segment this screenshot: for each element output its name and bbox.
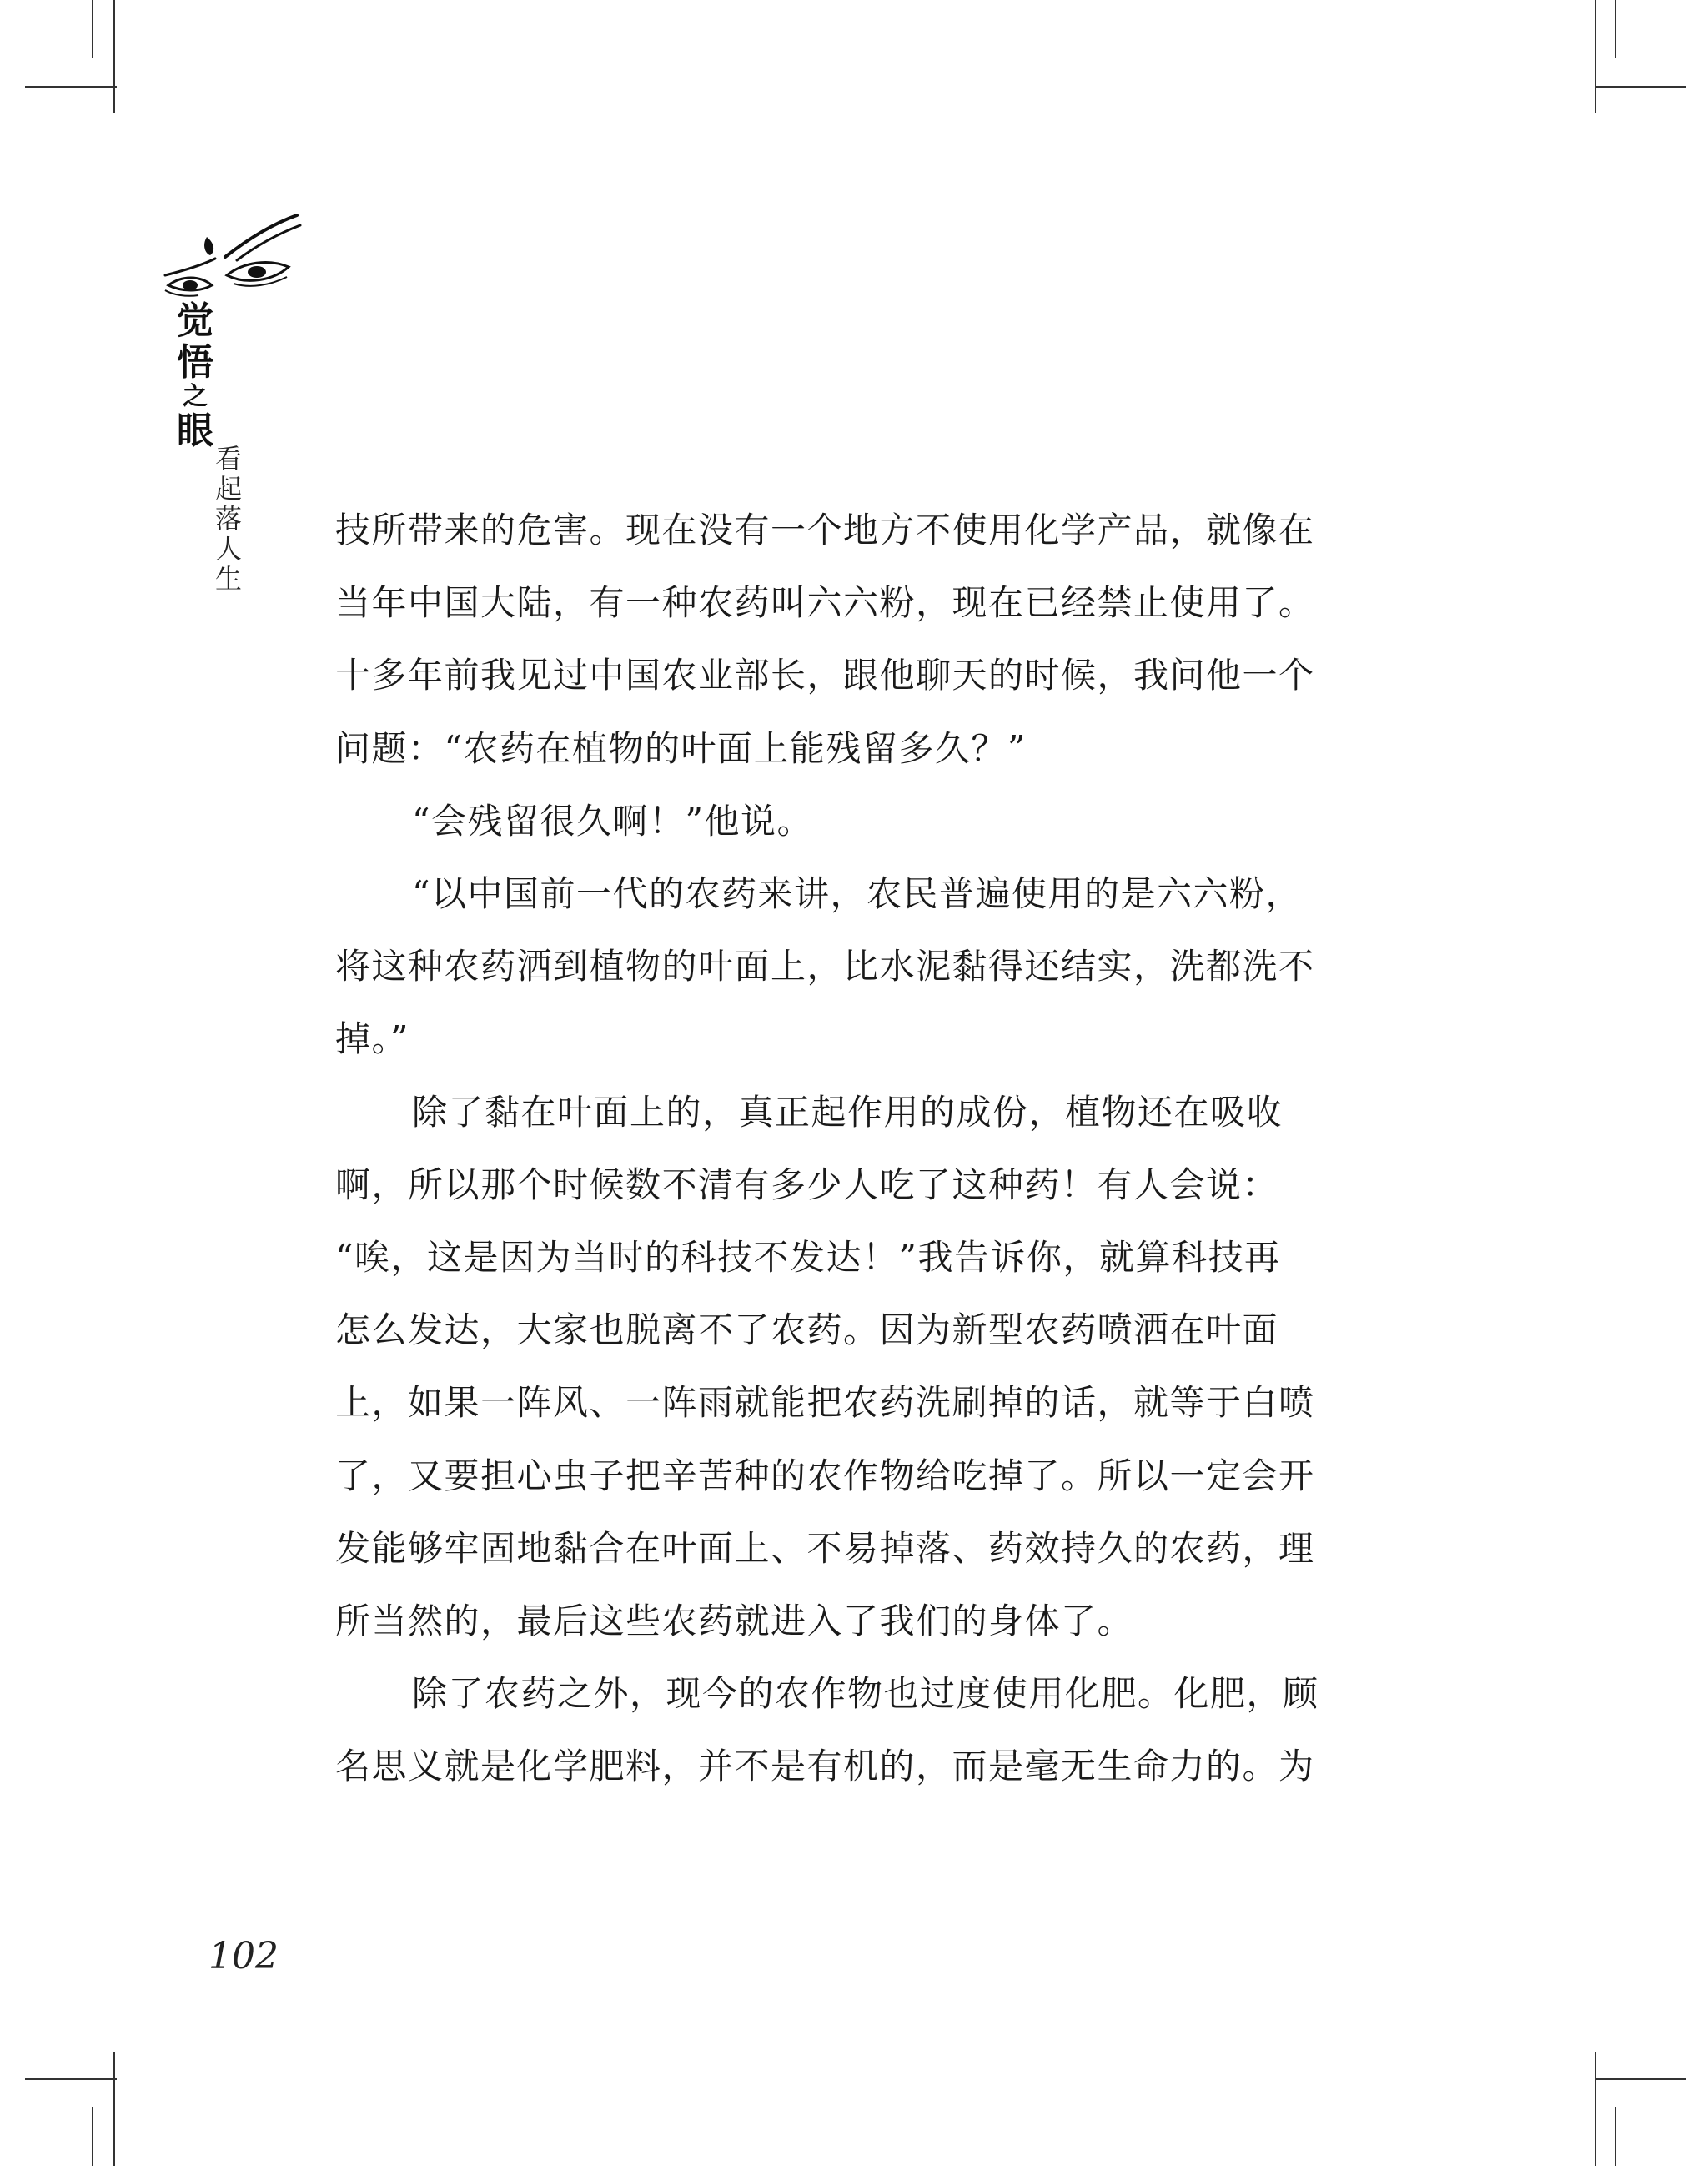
book-subtitle — [212, 444, 245, 594]
book-subtitle-char: 起 — [214, 473, 242, 505]
text-line: 了，又要担心虫子把辛苦种的农作物给吃掉了。所以一定会开 — [335, 1455, 1315, 1496]
text-line: 所当然的，最后这些农药就进入了我们的身体了。 — [335, 1601, 1134, 1642]
text-line: 掉。” — [335, 1018, 409, 1060]
text-line: 问题：“农药在植物的叶面上能残留多久？” — [335, 727, 1027, 769]
text-line: 啊，所以那个时候数不清有多少人吃了这种药！有人会说： — [335, 1163, 1279, 1205]
crop-mark-bottom-left-v2 — [113, 2052, 115, 2166]
text-line: 除了黏在叶面上的，真正起作用的成份，植物还在吸收 — [412, 1091, 1284, 1133]
text-line: “以中国前一代的农药来讲，农民普遍使用的是六六粉， — [412, 873, 1302, 915]
crop-mark-top-left-h — [25, 86, 117, 88]
book-subtitle-char: 落 — [214, 503, 242, 535]
crop-mark-bottom-left-v — [92, 2107, 93, 2166]
crop-mark-top-right-h — [1595, 86, 1686, 88]
page-number: 102 — [208, 1935, 279, 1978]
text-line: 十多年前我见过中国农业部长，跟他聊天的时候，我问他一个 — [335, 655, 1315, 696]
eye-logo-icon — [157, 209, 304, 302]
body-text — [335, 494, 1344, 1803]
book-title-char: 之 — [183, 382, 208, 411]
crop-mark-top-right-v2 — [1595, 0, 1596, 113]
text-line: 当年中国大陆，有一种农药叫六六粉，现在已经禁止使用了。 — [335, 582, 1315, 624]
crop-mark-top-left-v2 — [113, 0, 115, 113]
text-line: 名思义就是化学肥料，并不是有机的，而是毫无生命力的。为 — [335, 1746, 1315, 1787]
text-line: 将这种农药洒到植物的叶面上，比水泥黏得还结实，洗都洗不 — [335, 946, 1315, 988]
book-subtitle-char: 人 — [214, 533, 242, 565]
text-line: “唉，这是因为当时的科技不发达！”我告诉你，就算科技再 — [335, 1237, 1281, 1279]
book-subtitle-char: 生 — [214, 563, 242, 595]
text-line: “会残留很久啊！”他说。 — [412, 800, 813, 842]
crop-mark-bottom-right-h — [1595, 2078, 1686, 2080]
text-line: 除了农药之外，现今的农作物也过度使用化肥。化肥，顾 — [412, 1673, 1319, 1715]
book-title-char: 悟 — [177, 341, 214, 384]
text-line: 发能够牢固地黏合在叶面上、不易掉落、药效持久的农药，理 — [335, 1527, 1315, 1569]
crop-mark-bottom-left-h — [25, 2078, 117, 2080]
text-line: 上，如果一阵风、一阵雨就能把农药洗刷掉的话，就等于白喷 — [335, 1382, 1315, 1424]
text-line: 技所带来的危害。现在没有一个地方不使用化学产品，就像在 — [335, 510, 1315, 550]
crop-mark-bottom-right-v2 — [1595, 2052, 1596, 2166]
book-title-char: 觉 — [177, 299, 214, 342]
book-title — [172, 300, 219, 452]
crop-mark-top-left-v — [92, 0, 93, 58]
crop-mark-bottom-right-v — [1615, 2107, 1616, 2166]
book-title-char: 眼 — [177, 410, 214, 452]
book-subtitle-char: 看 — [214, 443, 242, 475]
crop-mark-top-right-v — [1615, 0, 1616, 58]
text-line: 怎么发达，大家也脱离不了农药。因为新型农药喷洒在叶面 — [335, 1309, 1279, 1351]
